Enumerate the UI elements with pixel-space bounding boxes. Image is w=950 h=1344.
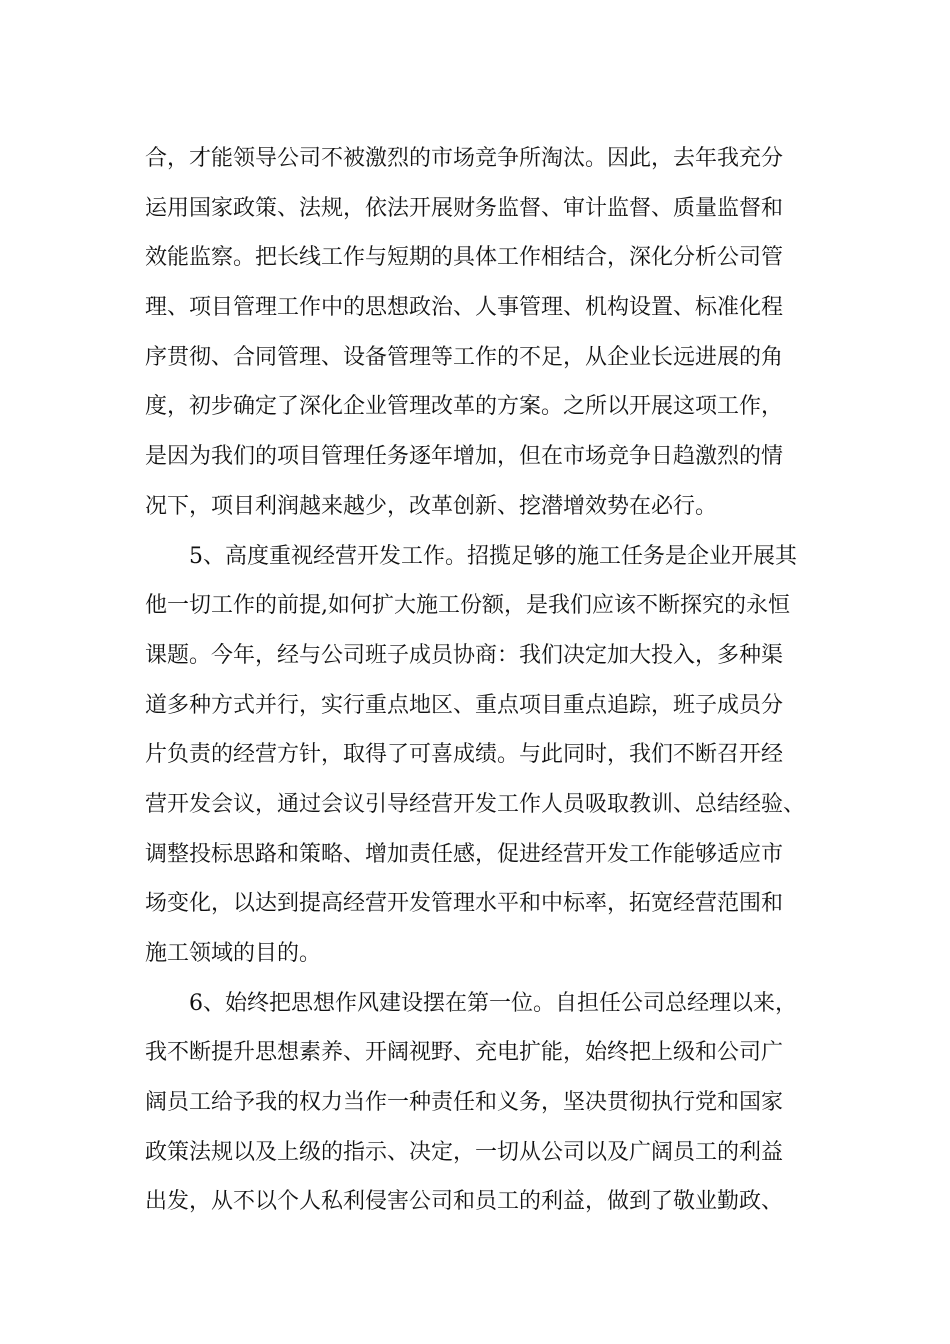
paragraph-1: [145, 134, 811, 532]
text-line: 况下，项目利润越来越少，改革创新、挖潜增效势在必行。: [145, 493, 718, 519]
text-line: 合，才能领导公司不被激烈的市场竞争所淘汰。因此，去年我充分: [145, 146, 784, 171]
text-line: 他一切工作的前提,如何扩大施工份额，是我们应该不断探究的永恒: [145, 593, 790, 619]
text-line: 5、高度重视经营开发工作。招揽足够的施工任务是企业开展其: [189, 543, 797, 569]
text-line: 政策法规以及上级的指示、决定，一切从公司以及广阔员工的利益: [145, 1139, 784, 1165]
text-line: 效能监察。把长线工作与短期的具体工作相结合，深化分析公司管: [145, 245, 784, 271]
text-line: 施工领域的目的。: [145, 941, 322, 966]
text-line: 我不断提升思想素养、开阔视野、充电扩能，始终把上级和公司广: [145, 1040, 784, 1066]
text-line: 出发，从不以个人私利侵害公司和员工的利益，做到了敬业勤政、: [145, 1189, 784, 1215]
text-line: 运用国家政策、法规，依法开展财务监督、审计监督、质量监督和: [145, 195, 784, 221]
text-line: 场变化，以达到提高经营开发管理水平和中标率，拓宽经营范围和: [145, 891, 784, 917]
text-line: 6、始终把思想作风建设摆在第一位。自担任公司总经理以来，: [189, 990, 797, 1016]
text-line: 道多种方式并行，实行重点地区、重点项目重点追踪，班子成员分: [145, 692, 784, 718]
paragraph-3: [145, 979, 811, 1227]
text-line: 阔员工给予我的权力当作一种责任和义务，坚决贯彻执行党和国家: [145, 1090, 784, 1116]
text-line: 片负责的经营方针，取得了可喜成绩。与此同时，我们不断召开经: [145, 742, 784, 768]
document-page: [145, 134, 811, 1227]
paragraph-2: [145, 532, 811, 979]
text-line: 课题。今年，经与公司班子成员协商：我们决定加大投入，多种渠: [145, 642, 784, 668]
text-line: 序贯彻、合同管理、设备管理等工作的不足，从企业长远进展的角: [145, 344, 784, 370]
text-line: 营开发会议，通过会议引导经营开发工作人员吸取教训、总结经验、: [145, 791, 806, 817]
text-line: 是因为我们的项目管理任务逐年增加，但在市场竞争日趋激烈的情: [145, 444, 784, 470]
text-line: 理、项目管理工作中的思想政治、人事管理、机构设置、标准化程: [145, 295, 784, 321]
text-line: 调整投标思路和策略、增加责任感，促进经营开发工作能够适应市: [145, 841, 784, 867]
text-line: 度，初步确定了深化企业管理改革的方案。之所以开展这项工作，: [145, 394, 784, 420]
